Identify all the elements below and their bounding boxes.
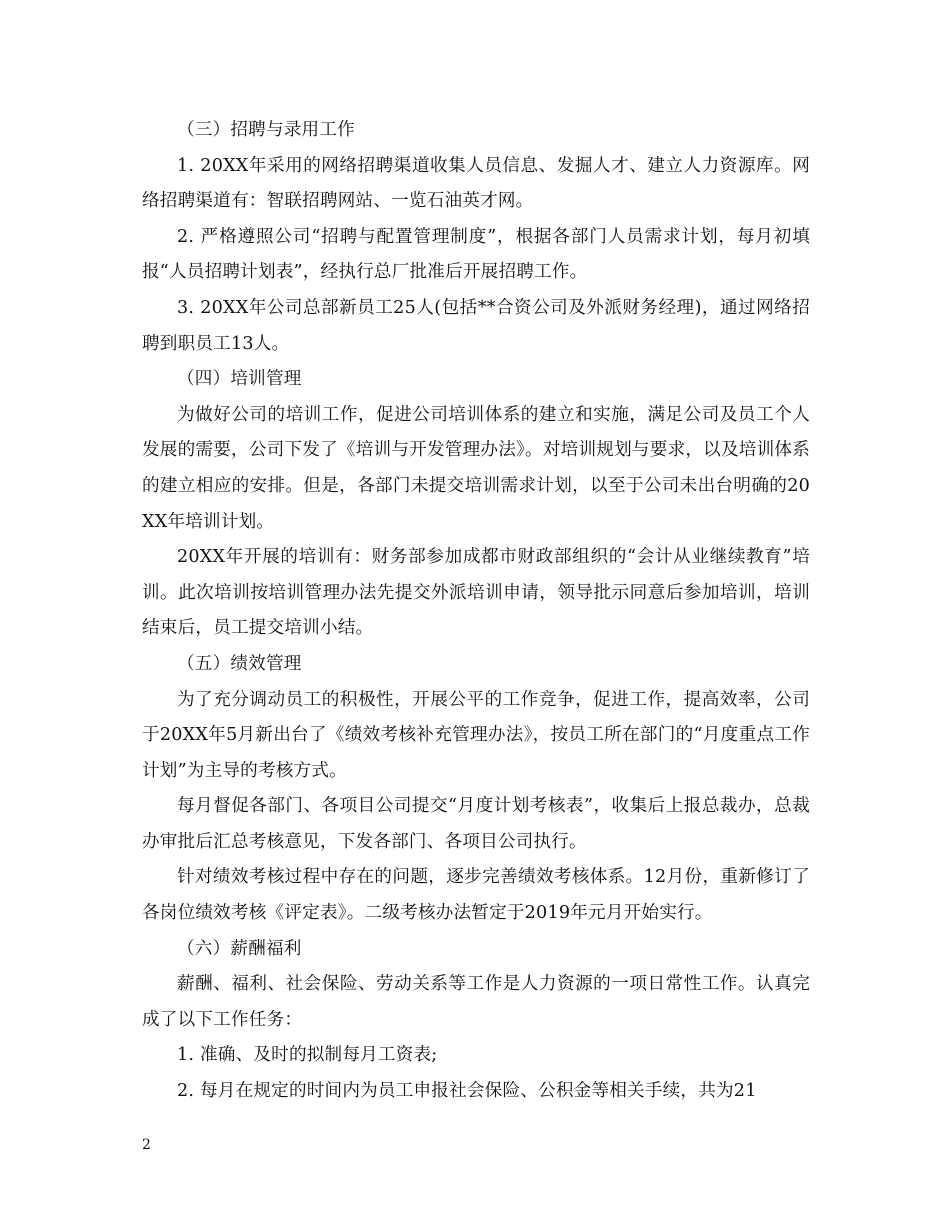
paragraph-recruitment-2: 2. 严格遵照公司“招聘与配置管理制度”，根据各部门人员需求计划，每月初填报“人员招聘计划表”，经执行总厂批准后开展招聘工作。	[142, 226, 810, 283]
paragraph-recruitment-1: 1. 20XX年采用的网络招聘渠道收集人员信息、发掘人才、建立人力资源库。网络招聘渠道有：智联招聘网站、一览石油英才网。	[142, 155, 810, 212]
section-heading-performance: （五）绩效管理	[177, 653, 302, 674]
document-body	[142, 113, 810, 1110]
paragraph-recruitment-3: 3. 20XX年公司总部新员工25人(包括**合资公司及外派财务经理)，通过网络招聘到职员工13人。	[142, 297, 810, 354]
paragraph-compensation-1: 薪酬、福利、社会保险、劳动关系等工作是人力资源的一项日常性工作。认真完成了以下工作任务：	[142, 974, 810, 1030]
paragraph-compensation-3: 2. 每月在规定的时间内为员工申报社会保险、公积金等相关手续，共为21	[177, 1081, 757, 1102]
paragraph-performance-3: 针对绩效考核过程中存在的问题，逐步完善绩效考核体系。12月份，重新修订了各岗位绩效考核《评定表》。二级考核办法暂定于2019年元月开始实行。	[142, 867, 810, 924]
section-heading-training: （四）培训管理	[177, 369, 302, 390]
page-number: 2	[142, 1137, 151, 1153]
paragraph-compensation-2: 1. 准确、及时的拟制每月工资表;	[177, 1045, 438, 1066]
section-heading-compensation: （六）薪酬福利	[177, 938, 302, 959]
section-heading-recruitment: （三）招聘与录用工作	[177, 120, 355, 140]
paragraph-performance-1: 为了充分调动员工的积极性，开展公平的工作竞争，促进工作，提高效率，公司于20XX年5月新出台了《绩效考核补充管理办法》，按员工所在部门的“月度重点工作计划”为主导的考核方式。	[142, 689, 810, 781]
paragraph-training-2: 20XX年开展的培训有：财务部参加成都市财政部组织的“会计从业继续教育”培训。此次培训按培训管理办法先提交外派培训申请，领导批示同意后参加培训，培训结束后，员工提交培训小结。	[142, 547, 810, 639]
paragraph-training-1: 为做好公司的培训工作，促进公司培训体系的建立和实施，满足公司及员工个人发展的需要，公司下发了《培训与开发管理办法》。对培训规划与要求，以及培训体系的建立相应的安排。但是，各部门未提交培训需求计划，以至于公司未出台明确的20XX年培训计划。	[142, 404, 810, 532]
paragraph-performance-2: 每月督促各部门、各项目公司提交“月度计划考核表”，收集后上报总裁办，总裁办审批后汇总考核意见，下发各部门、各项目公司执行。	[142, 796, 810, 852]
